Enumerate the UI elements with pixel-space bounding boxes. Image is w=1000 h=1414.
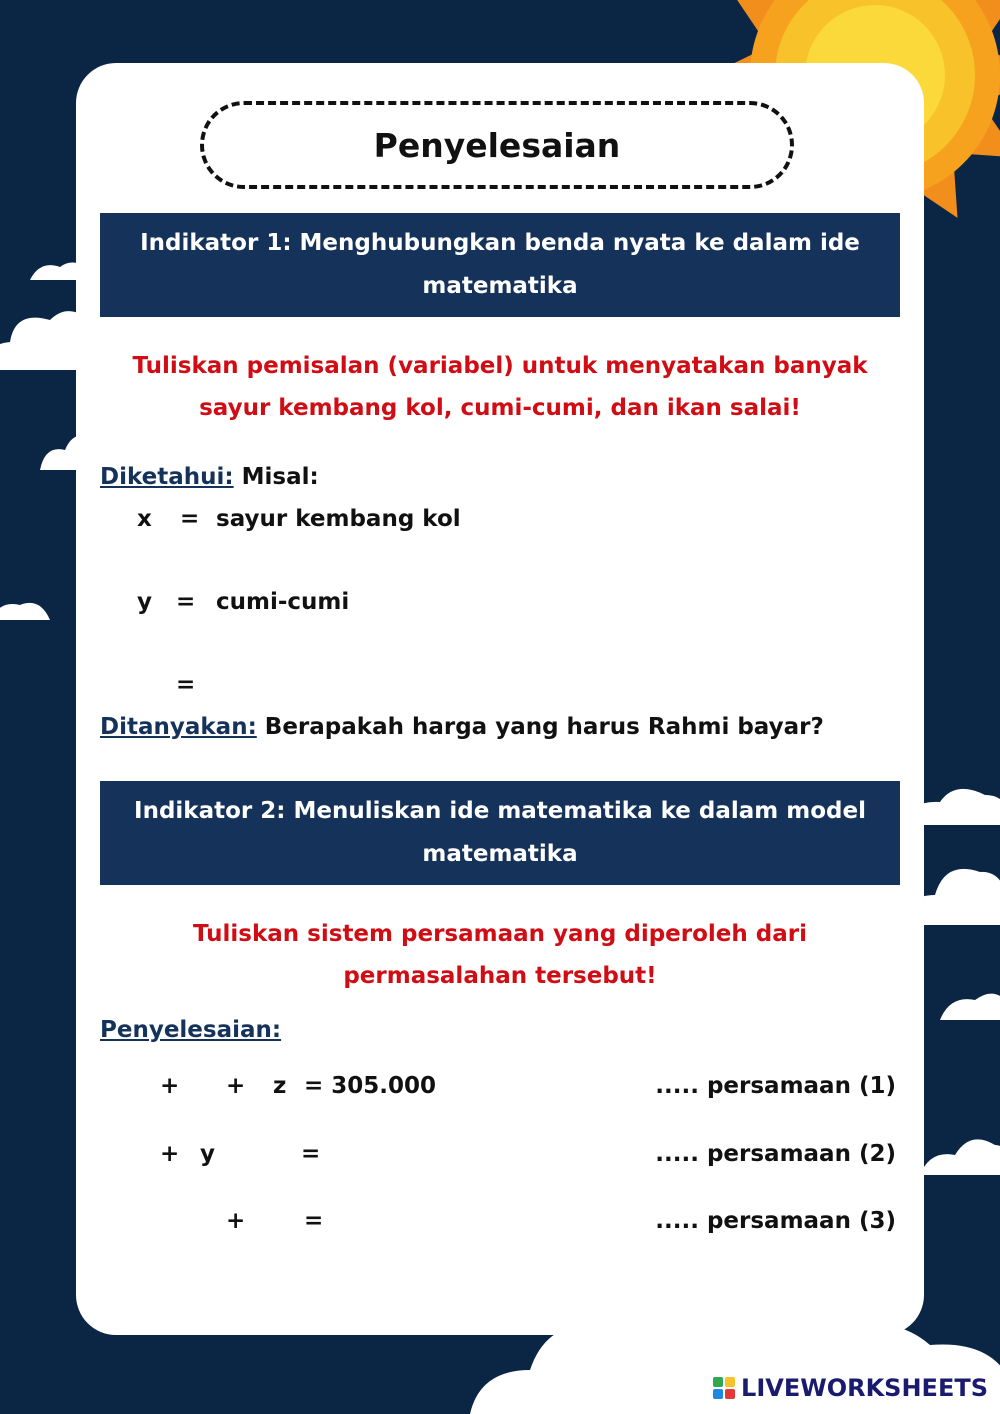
equation-1-var: z — [273, 1073, 287, 1099]
indicator-1-line-2: matematika — [422, 273, 578, 299]
equation-1-value: = 305.000 — [304, 1073, 437, 1099]
cloud-decoration — [920, 1130, 1000, 1180]
page-title: Penyelesaian — [373, 125, 621, 165]
equation-1-ref: ..... persamaan (1) — [655, 1073, 896, 1099]
variable-x-name: x — [137, 506, 152, 532]
equation-3-ref: ..... persamaan (3) — [655, 1208, 896, 1234]
worksheet-card — [76, 63, 924, 1335]
equation-1-plus-a: + — [160, 1073, 180, 1099]
known-text: Misal: — [241, 464, 319, 490]
asked-text: Berapakah harga yang harus Rahmi bayar? — [264, 714, 824, 740]
equation-2-eq: = — [301, 1141, 321, 1167]
liveworksheets-logo-text: LIVEWORKSHEETS — [741, 1374, 988, 1402]
indicator-1-banner — [100, 213, 900, 317]
indicator-2-question-line-2: permasalahan tersebut! — [343, 963, 657, 989]
indicator-2-question-line-1: Tuliskan sistem persamaan yang diperoleh dari — [192, 921, 807, 947]
known-label: Diketahui: — [100, 464, 234, 490]
cloud-decoration — [0, 595, 50, 625]
variable-y-name: y — [137, 589, 152, 615]
known-row — [100, 464, 319, 490]
variable-x-desc: sayur kembang kol — [216, 506, 461, 532]
variable-x-eq: = — [180, 506, 200, 532]
equation-2-ref: ..... persamaan (2) — [655, 1141, 896, 1167]
liveworksheets-logo-icon — [713, 1377, 735, 1399]
cloud-decoration — [940, 985, 1000, 1025]
indicator-1-line-1: Indikator 1: Menghubungkan benda nyata ke dalam ide — [140, 230, 860, 256]
indicator-1-question-line-1: Tuliskan pemisalan (variabel) untuk menyatakan banyak — [132, 353, 868, 379]
indicator-1-question — [100, 345, 900, 429]
indicator-2-line-1: Indikator 2: Menuliskan ide matematika ke dalam model — [134, 798, 866, 824]
equation-3-plus: + — [226, 1208, 246, 1234]
equation-1-plus-b: + — [226, 1073, 246, 1099]
asked-label: Ditanyakan: — [100, 714, 257, 740]
asked-row — [100, 714, 824, 740]
variable-y-eq: = — [176, 589, 196, 615]
indicator-2-line-2: matematika — [422, 841, 578, 867]
indicator-1-question-line-2: sayur kembang kol, cumi-cumi, dan ikan salai! — [199, 395, 801, 421]
indicator-2-banner — [100, 781, 900, 885]
solution-label: Penyelesaian: — [100, 1017, 282, 1043]
equation-2-plus: + — [160, 1141, 180, 1167]
liveworksheets-logo[interactable] — [713, 1374, 988, 1402]
indicator-2-question — [100, 913, 900, 997]
variable-z-eq: = — [176, 672, 196, 698]
equation-3-eq: = — [304, 1208, 324, 1234]
variable-y-desc: cumi-cumi — [216, 589, 350, 615]
title-badge — [200, 101, 794, 189]
equation-2-var: y — [200, 1141, 215, 1167]
